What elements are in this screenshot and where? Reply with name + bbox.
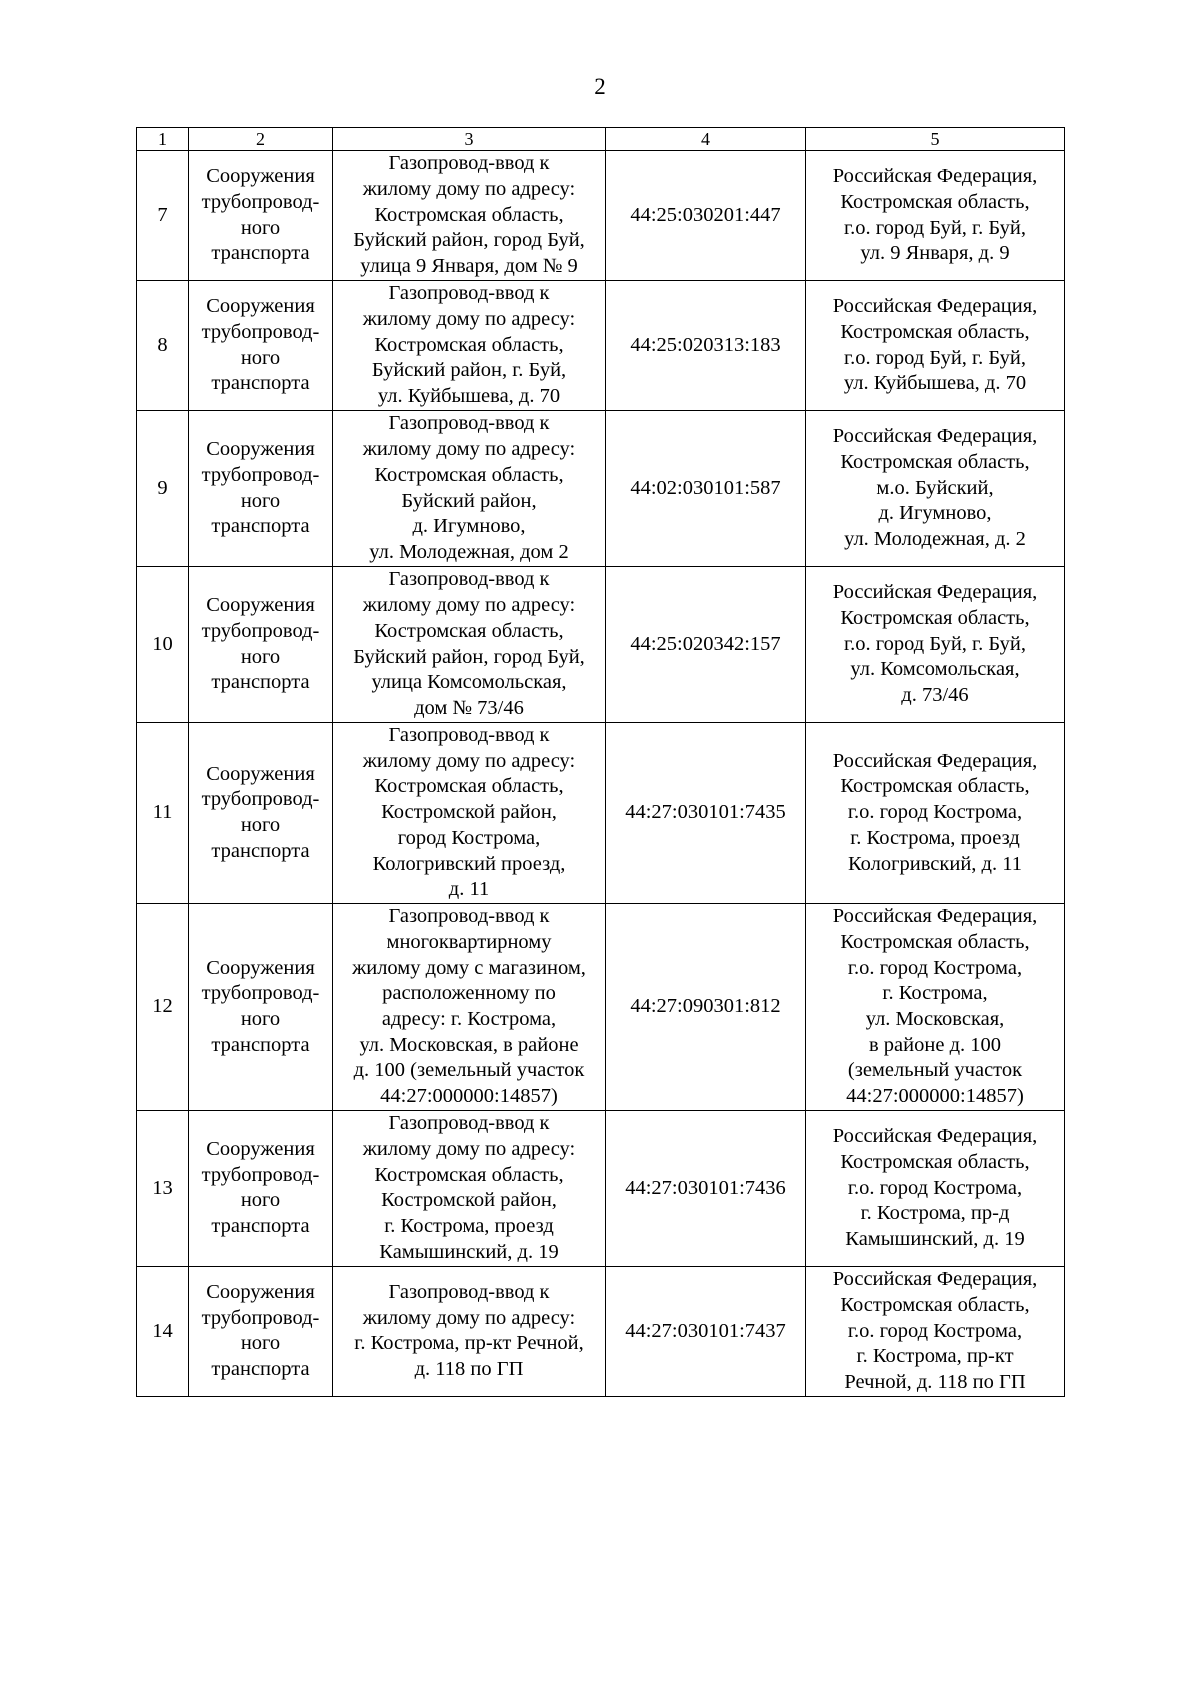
object-type-cell: Сооружения трубопровод- ного транспорта <box>189 1266 333 1396</box>
cadastral-number-cell: 44:25:020342:157 <box>606 567 806 723</box>
cadastral-number-cell: 44:27:030101:7435 <box>606 723 806 904</box>
object-type-cell: Сооружения трубопровод- ного транспорта <box>189 723 333 904</box>
address-cell: Российская Федерация, Костромская область, г.о. город Буй, г. Буй, ул. Комсомольская, д. 73/46 <box>806 567 1065 723</box>
object-description-cell: Газопровод-ввод к жилому дому по адресу: Костромская область, Костромской район, г. Кострома, проезд Камышинский, д. 19 <box>333 1110 606 1266</box>
object-type-cell: Сооружения трубопровод- ного транспорта <box>189 903 333 1110</box>
page-number: 2 <box>594 74 606 99</box>
column-number: 2 <box>189 128 333 151</box>
row-number-cell: 13 <box>137 1110 189 1266</box>
table-row <box>137 567 1065 723</box>
address-cell: Российская Федерация, Костромская область, г.о. город Буй, г. Буй, ул. Куйбышева, д. 70 <box>806 281 1065 411</box>
table-row <box>137 281 1065 411</box>
cadastral-number-cell: 44:25:030201:447 <box>606 151 806 281</box>
column-number: 4 <box>606 128 806 151</box>
object-description-cell: Газопровод-ввод к жилому дому по адресу: Костромская область, Буйский район, г. Буй, ул. Куйбышева, д. 70 <box>333 281 606 411</box>
table-row <box>137 411 1065 567</box>
row-number-cell: 14 <box>137 1266 189 1396</box>
address-cell: Российская Федерация, Костромская область, г.о. город Кострома, г. Кострома, проезд Кологривский, д. 11 <box>806 723 1065 904</box>
property-table <box>136 127 1065 1397</box>
row-number-cell: 11 <box>137 723 189 904</box>
column-number: 3 <box>333 128 606 151</box>
cadastral-number-cell: 44:27:030101:7437 <box>606 1266 806 1396</box>
row-number-cell: 9 <box>137 411 189 567</box>
object-type-cell: Сооружения трубопровод- ного транспорта <box>189 281 333 411</box>
address-cell: Российская Федерация, Костромская область, г.о. город Кострома, г. Кострома, ул. Московская, в районе д. 100 (земельный участок 44:27:000000:14857) <box>806 903 1065 1110</box>
cadastral-number-cell: 44:25:020313:183 <box>606 281 806 411</box>
table-row <box>137 1110 1065 1266</box>
column-number: 1 <box>137 128 189 151</box>
object-type-cell: Сооружения трубопровод- ного транспорта <box>189 411 333 567</box>
object-type-cell: Сооружения трубопровод- ного транспорта <box>189 567 333 723</box>
row-number-cell: 7 <box>137 151 189 281</box>
object-type-cell: Сооружения трубопровод- ного транспорта <box>189 1110 333 1266</box>
object-description-cell: Газопровод-ввод к жилому дому по адресу: Костромская область, Костромской район, город Кострома, Кологривский проезд, д. 11 <box>333 723 606 904</box>
address-cell: Российская Федерация, Костромская область, м.о. Буйский, д. Игумново, ул. Молодежная, д. 2 <box>806 411 1065 567</box>
cadastral-number-cell: 44:27:090301:812 <box>606 903 806 1110</box>
address-cell: Российская Федерация, Костромская область, г.о. город Буй, г. Буй, ул. 9 Января, д. 9 <box>806 151 1065 281</box>
column-number: 5 <box>806 128 1065 151</box>
address-cell: Российская Федерация, Костромская область, г.о. город Кострома, г. Кострома, пр-д Камышинский, д. 19 <box>806 1110 1065 1266</box>
table-row <box>137 1266 1065 1396</box>
row-number-cell: 12 <box>137 903 189 1110</box>
row-number-cell: 10 <box>137 567 189 723</box>
table-row <box>137 903 1065 1110</box>
cadastral-number-cell: 44:02:030101:587 <box>606 411 806 567</box>
object-description-cell: Газопровод-ввод к жилому дому по адресу: Костромская область, Буйский район, город Буй, улица 9 Января, дом № 9 <box>333 151 606 281</box>
object-description-cell: Газопровод-ввод к жилому дому по адресу: г. Кострома, пр-кт Речной, д. 118 по ГП <box>333 1266 606 1396</box>
row-number-cell: 8 <box>137 281 189 411</box>
object-description-cell: Газопровод-ввод к жилому дому по адресу: Костромская область, Буйский район, город Буй, улица Комсомольская, дом № 73/46 <box>333 567 606 723</box>
object-description-cell: Газопровод-ввод к многоквартирному жилому дому с магазином, расположенному по адресу: г. Кострома, ул. Московская, в районе д. 100 (земельный участок 44:27:000000:14857) <box>333 903 606 1110</box>
column-number-row <box>137 128 1065 151</box>
cadastral-number-cell: 44:27:030101:7436 <box>606 1110 806 1266</box>
address-cell: Российская Федерация, Костромская область, г.о. город Кострома, г. Кострома, пр-кт Речной, д. 118 по ГП <box>806 1266 1065 1396</box>
table-row <box>137 151 1065 281</box>
object-type-cell: Сооружения трубопровод- ного транспорта <box>189 151 333 281</box>
object-description-cell: Газопровод-ввод к жилому дому по адресу: Костромская область, Буйский район, д. Игумново, ул. Молодежная, дом 2 <box>333 411 606 567</box>
table-row <box>137 723 1065 904</box>
